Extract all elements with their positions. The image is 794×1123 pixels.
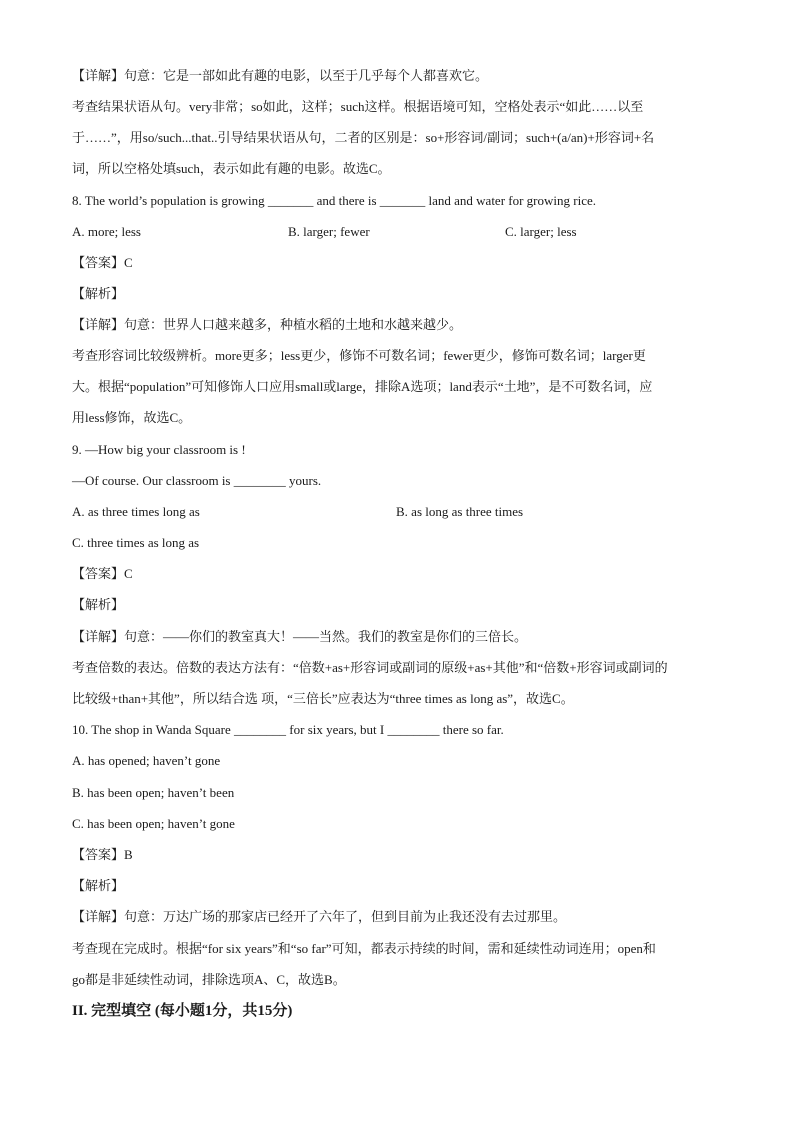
q10-answer: 【答案】B <box>72 847 133 862</box>
question-9-reply: —Of course. Our classroom is ________ yours. <box>72 473 322 488</box>
explanation-q7-meaning: 【详解】句意：它是一部如此有趣的电影，以至于几乎每个人都喜欢它。 <box>72 68 489 83</box>
explanation-q7-line-1: 考查结果状语从句。very非常；so如此，这样；such这样。根据语境可知，空格处表示“如此……以至 <box>72 99 644 114</box>
q9-answer: 【答案】C <box>72 566 133 581</box>
q10-explanation-line-1: 考查现在完成时。根据“for six years”和“so far”可知，都表示持续的时间，需和延续性动词连用；open和 <box>72 941 656 956</box>
q8-explanation-line-2: 大。根据“population”可知修饰人口应用small或large，排除A选项；land表示“土地”，是不可数名词，应 <box>72 379 653 394</box>
explanation-q7-line-3: 词，所以空格处填such，表示如此有趣的电影。故选C。 <box>72 161 391 176</box>
q9-option-a: A. as three times long as <box>72 504 200 519</box>
q9-explanation-meaning: 【详解】句意：——你们的教室真大！——当然。我们的教室是你们的三倍长。 <box>72 629 528 644</box>
q9-option-c: C. three times as long as <box>72 535 200 550</box>
q9-option-b: B. as long as three times <box>396 504 524 519</box>
question-10: 10. The shop in Wanda Square ________ for six years, but I ________ there so far. <box>72 722 504 737</box>
q8-explanation-line-1: 考查形容词比较级辨析。more更多；less更少，修饰不可数名词；fewer更少，修饰可数名词；larger更 <box>72 348 646 363</box>
q9-explanation-line-1: 考查倍数的表达。倍数的表达方法有：“倍数+as+形容词或副词的原级+as+其他”和“倍数+形容词或副词的 <box>72 660 668 675</box>
q8-answer: 【答案】C <box>72 255 133 270</box>
q8-option-c: C. larger; less <box>505 224 577 239</box>
q8-option-a: A. more; less <box>72 224 141 239</box>
q8-option-b: B. larger; fewer <box>288 224 370 239</box>
q8-analysis-label: 【解析】 <box>72 286 125 301</box>
q9-analysis-label: 【解析】 <box>72 597 125 612</box>
question-8: 8. The world’s population is growing _______ and there is _______ land and water for growing rice. <box>72 193 596 208</box>
q8-explanation-line-3: 用less修饰，故选C。 <box>72 410 192 425</box>
q10-option-b: B. has been open; haven’t been <box>72 785 235 800</box>
explanation-q7-line-2: 于……”，用so/such...that..引导结果状语从句，二者的区别是：so+形容词/副词；such+(a/an)+形容词+名 <box>72 130 655 145</box>
question-9: 9. —How big your classroom is ! <box>72 442 246 457</box>
section-heading-cloze: II. 完型填空 (每小题1分，共15分) <box>72 1003 293 1019</box>
q8-explanation-meaning: 【详解】句意：世界人口越来越多，种植水稻的土地和水越来越少。 <box>72 317 463 332</box>
q10-analysis-label: 【解析】 <box>72 878 125 893</box>
q10-explanation-line-2: go都是非延续性动词，排除选项A、C，故选B。 <box>72 972 346 987</box>
q10-option-a: A. has opened; haven’t gone <box>72 753 221 768</box>
q10-explanation-meaning: 【详解】句意：万达广场的那家店已经开了六年了，但到目前为止我还没有去过那里。 <box>72 909 567 924</box>
q10-option-c: C. has been open; haven’t gone <box>72 816 235 831</box>
q9-explanation-line-2: 比较级+than+其他”，所以结合选 项，“三倍长”应表达为“three times as long as”，故选C。 <box>72 691 574 706</box>
